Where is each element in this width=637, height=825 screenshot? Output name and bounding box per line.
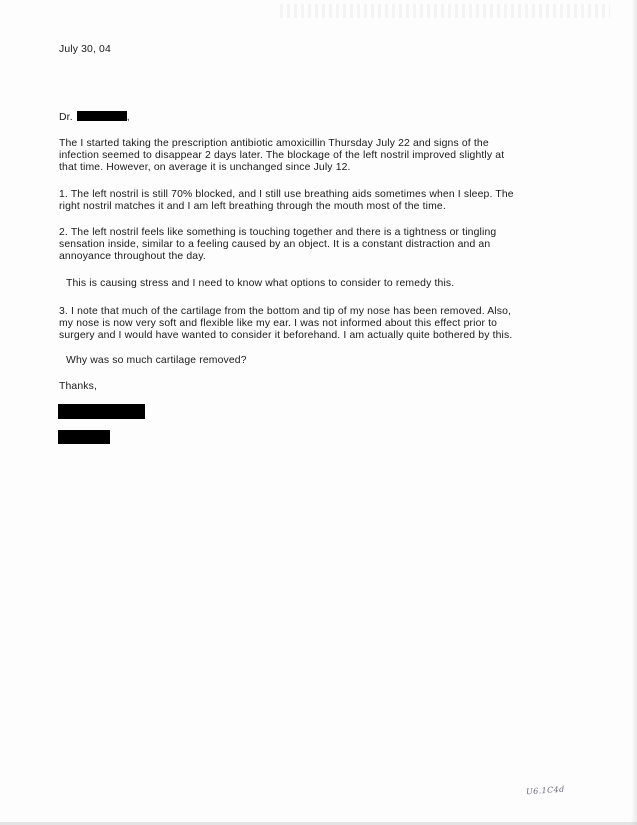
closing: Thanks, [59, 381, 98, 392]
paragraph-5-line-1: 3. I note that much of the cartilage from the bottom and tip of my nose has been removed. Also, [59, 306, 512, 317]
paragraph-1-line-2: infection seemed to disappear 2 days later. The blockage of the left nostril improved slightly at [59, 150, 505, 161]
question-line: Why was so much cartilage removed? [66, 355, 247, 366]
letter-date: July 30, 04 [59, 44, 111, 55]
handwritten-page-mark: U6.1C4d [525, 784, 565, 797]
paragraph-4: This is causing stress and I need to know what options to consider to remedy this. [66, 278, 455, 289]
redacted-signature-detail [58, 430, 110, 444]
redacted-doctor-name [77, 111, 127, 121]
scan-bleed-through [280, 4, 610, 18]
paragraph-2-line-2: right nostril matches it and I am left breathing through the mouth most of the time. [59, 201, 446, 212]
redacted-signature-name [58, 404, 145, 419]
paragraph-5-line-2: my nose is now very soft and flexible like my ear. I was not informed about this effect prior to [59, 318, 498, 329]
scan-edge-shadow [631, 0, 637, 825]
paragraph-1-line-1: The I started taking the prescription antibiotic amoxicillin Thursday July 22 and signs of the [59, 138, 489, 149]
salutation [59, 111, 130, 124]
paragraph-2-line-1: 1. The left nostril is still 70% blocked, and I still use breathing aids sometimes when I sleep. The [59, 189, 514, 200]
paragraph-3-line-3: annoyance throughout the day. [59, 251, 206, 262]
paragraph-3-line-1: 2. The left nostril feels like something is touching together and there is a tightness or tingling [59, 227, 497, 238]
paragraph-3-line-2: sensation inside, similar to a feeling caused by an object. It is a constant distraction and an [59, 239, 491, 250]
salutation-suffix: , [126, 112, 130, 123]
paragraph-1-line-3: that time. However, on average it is unchanged since July 12. [59, 162, 351, 173]
salutation-prefix: Dr. [59, 112, 73, 123]
paragraph-5-line-3: surgery and I would have wanted to consider it beforehand. I am actually quite bothered by this. [59, 330, 513, 341]
